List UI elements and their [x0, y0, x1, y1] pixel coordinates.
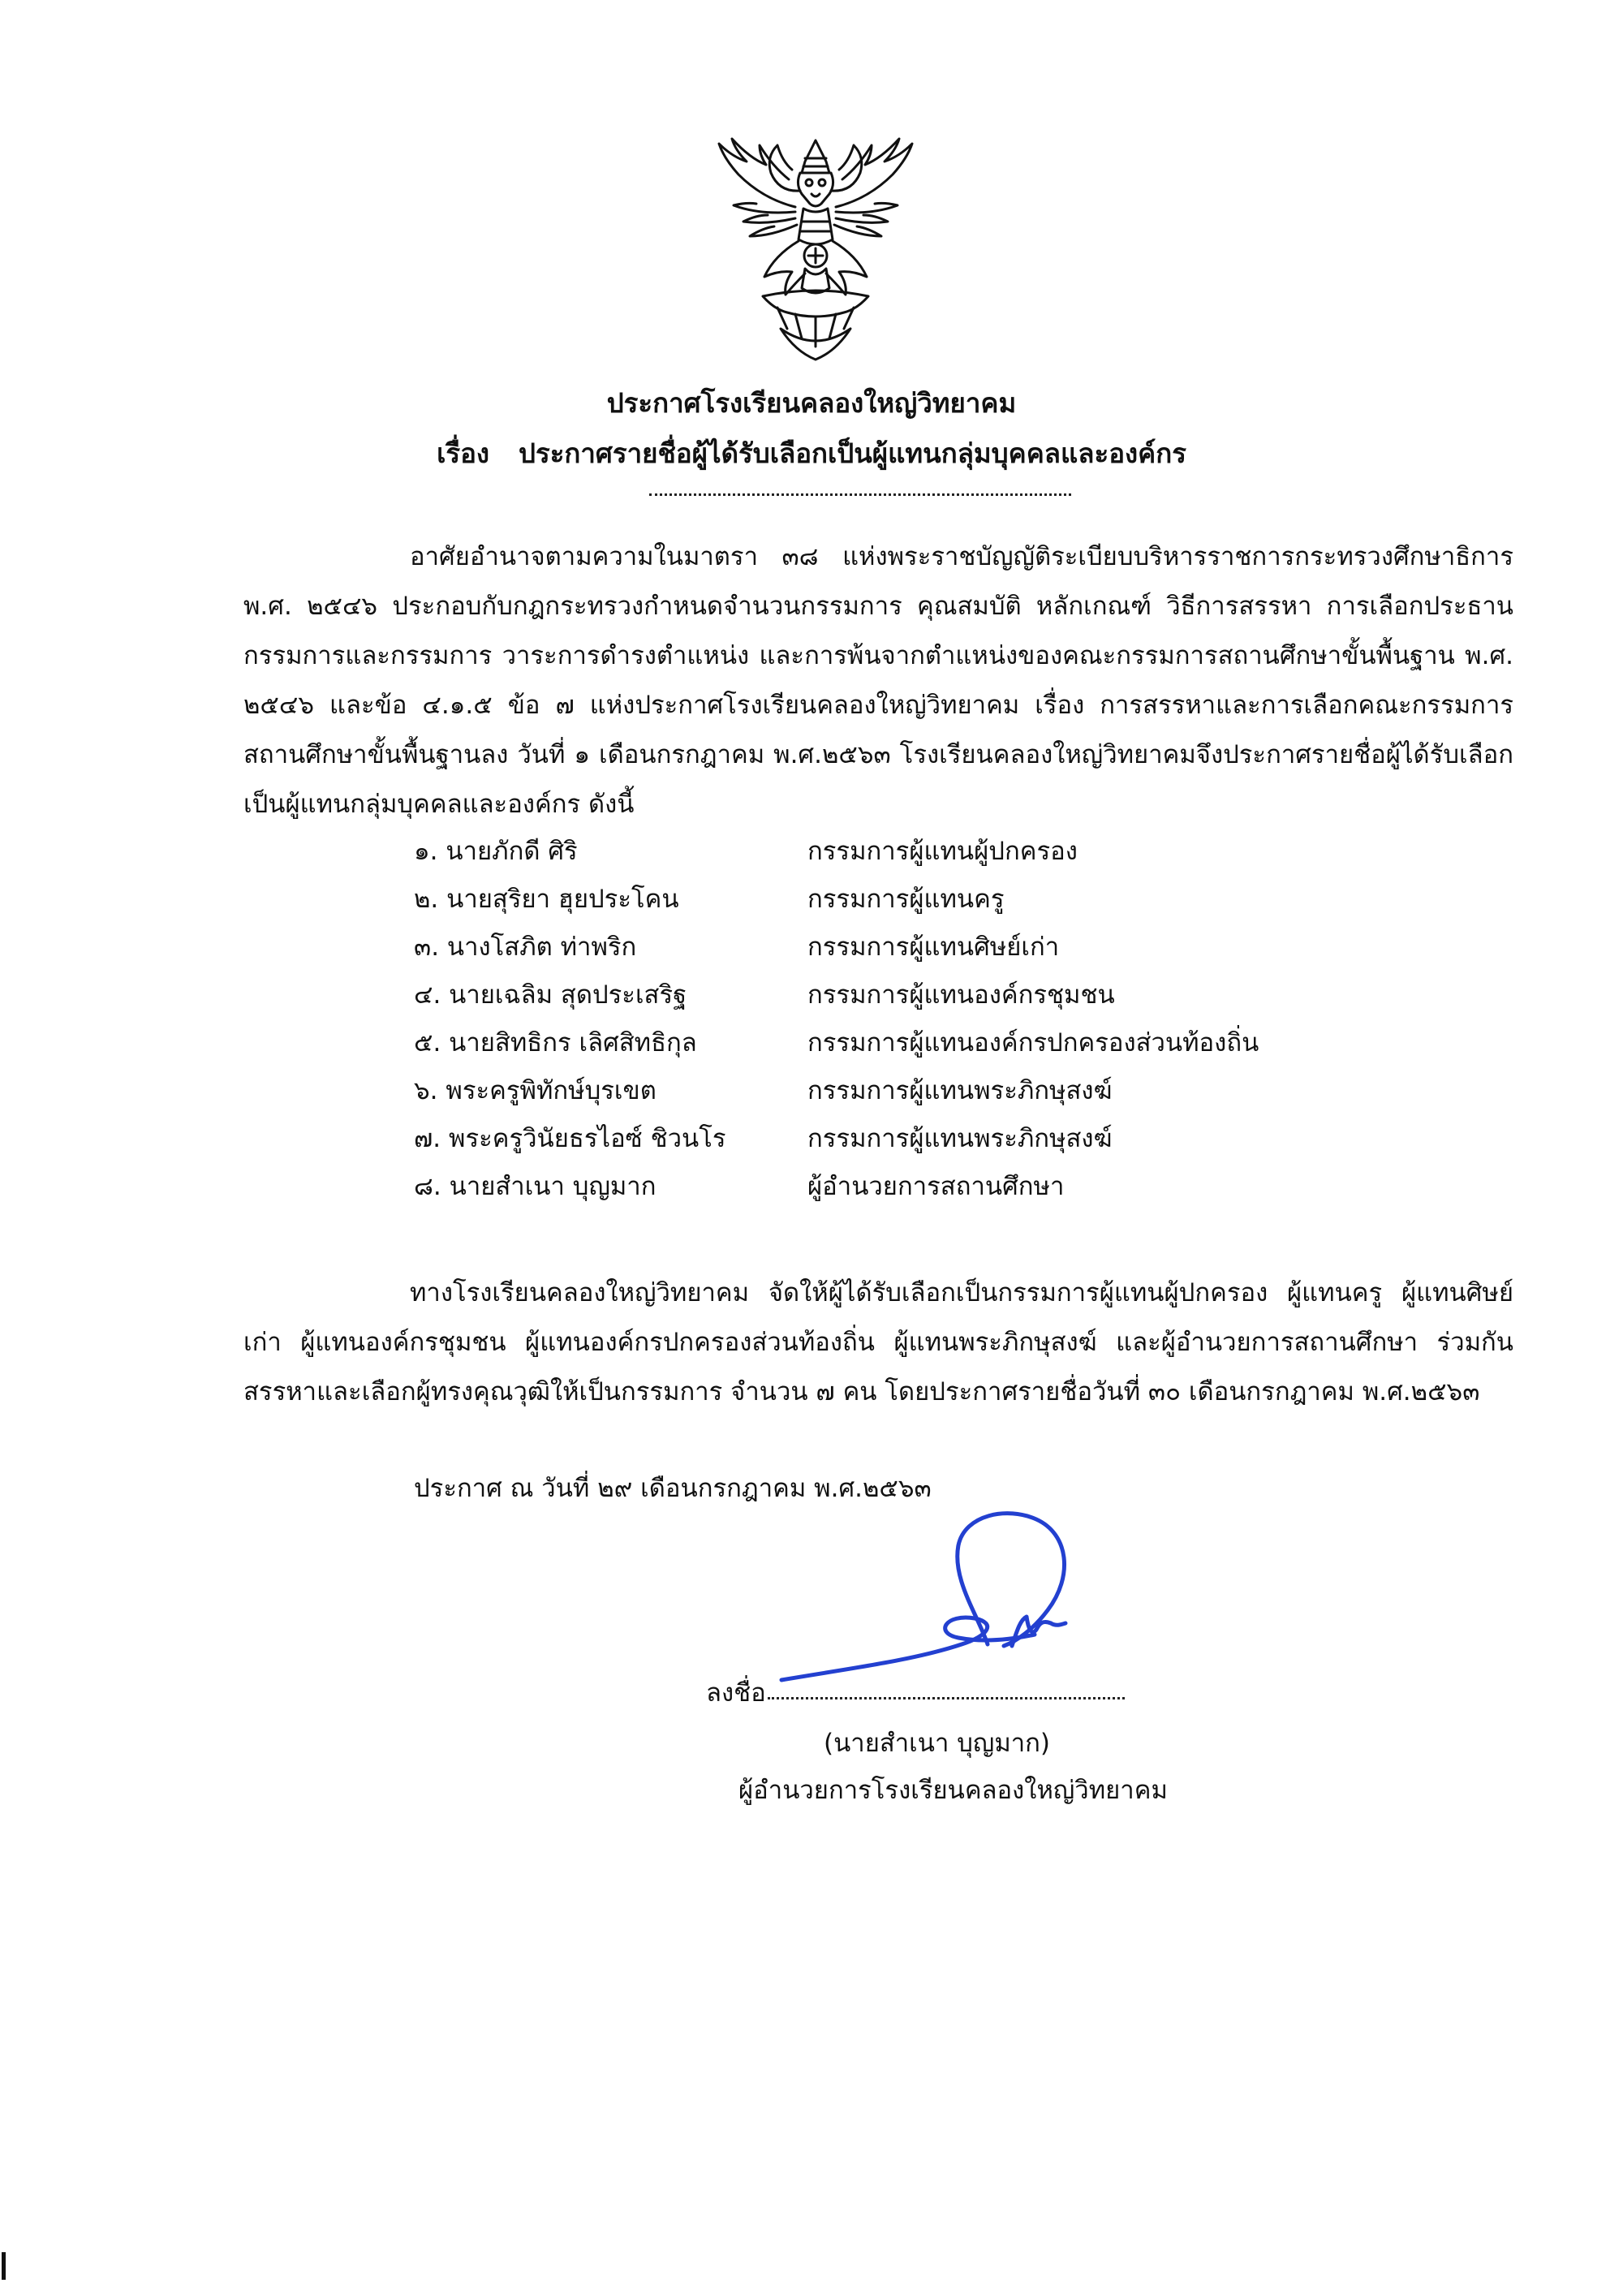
member-role: กรรมการผู้แทนพระภิกษุสงฆ์ — [807, 1076, 1113, 1105]
signature-dotted-line — [768, 1697, 1125, 1699]
member-role: กรรมการผู้แทนผู้ปกครอง — [807, 837, 1078, 866]
member-role: กรรมการผู้แทนองค์กรปกครองส่วนท้องถิ่น — [807, 1028, 1259, 1058]
member-name: ๔. นายเฉลิม สุดประเสริฐ — [414, 980, 687, 1010]
signature-line — [706, 1672, 1125, 1712]
scan-edge-mark — [2, 2252, 6, 2280]
subject-text: ประกาศรายชื่อผู้ได้รับเลือกเป็นผู้แทนกลุ่มบุคคลและองค์กร — [519, 437, 1186, 469]
title-dotted-rule — [649, 493, 1071, 496]
member-role: ผู้อำนวยการสถานศึกษา — [807, 1172, 1065, 1201]
member-row — [414, 876, 1388, 924]
member-name: ๗. พระครูวินัยธรไอซ์ ชิวนโร — [414, 1124, 726, 1153]
announcement-subject — [0, 432, 1623, 475]
member-row — [414, 924, 1388, 971]
garuda-emblem-icon — [714, 134, 917, 365]
member-row — [414, 1163, 1388, 1211]
member-role: กรรมการผู้แทนครู — [807, 885, 1005, 914]
member-name: ๓. นางโสภิต ท่าพริก — [414, 933, 637, 962]
member-name: ๒. นายสุริยา ฮุยประโคน — [414, 885, 679, 914]
member-row — [414, 1115, 1388, 1163]
member-name: ๘. นายสำเนา บุญมาก — [414, 1172, 657, 1201]
subject-label: เรื่อง — [437, 437, 490, 469]
member-name: ๑. นายภักดี ศิริ — [414, 837, 578, 866]
signer-position: ผู้อำนวยการโรงเรียนคลองใหญ่วิทยาคม — [738, 1776, 1168, 1805]
body-paragraph-1: อาศัยอำนาจตามความในมาตรา ๓๘ แห่งพระราชบัญญัติระเบียบบริหารราชการกระทรวงศึกษาธิการ พ.ศ. ๒๕๔๖ ประกอบกับกฎกระทรวงกำหนดจำนวนกรรมการ คุณสมบัติ หลักเกณฑ์ วิธีการสรรหา การเลือกประธานกรรมการและกรรมการ วาระการดำรงตำแหน่ง และการพ้นจากตำแหน่งของคณะกรรมการสถานศึกษาขั้นพื้นฐาน พ.ศ. ๒๕๔๖ และข้อ ๔.๑.๕ ข้อ ๗ แห่งประกาศโรงเรียนคลองใหญ่วิทยาคม เรื่อง การสรรหาและการเลือกคณะกรรมการสถานศึกษาขั้นพื้นฐานลง วันที่ ๑ เดือนกรกฎาคม พ.ศ.๒๕๖๓ โรงเรียนคลองใหญ่วิทยาคมจึงประกาศรายชื่อผู้ได้รับเลือกเป็นผู้แทนกลุ่มบุคคลและองค์กร ดังนี้ — [243, 542, 1513, 819]
member-name: ๕. นายสิทธิกร เลิศสิทธิกุล — [414, 1028, 697, 1058]
sign-label: ลงชื่อ — [706, 1678, 766, 1708]
announcement-date: ประกาศ ณ วันที่ ๒๙ เดือนกรกฎาคม พ.ศ.๒๕๖๓ — [414, 1474, 932, 1503]
announcement-title: ประกาศโรงเรียนคลองใหญ่วิทยาคม — [606, 387, 1017, 419]
body-paragraph-2: ทางโรงเรียนคลองใหญ่วิทยาคม จัดให้ผู้ได้รับเลือกเป็นกรรมการผู้แทนผู้ปกครอง ผู้แทนครู ผู้แทนศิษย์เก่า ผู้แทนองค์กรชุมชน ผู้แทนองค์กรปกครองส่วนท้องถิ่น ผู้แทนพระภิกษุสงฆ์ และผู้อำนวยการสถานศึกษา ร่วมกันสรรหาและเลือกผู้ทรงคุณวุฒิให้เป็นกรรมการ จำนวน ๗ คน โดยประกาศรายชื่อวันที่ ๓๐ เดือนกรกฎาคม พ.ศ.๒๕๖๓ — [243, 1278, 1513, 1406]
member-row — [414, 1019, 1388, 1067]
member-row — [414, 971, 1388, 1019]
member-row — [414, 1067, 1388, 1115]
signer-name: (นายสำเนา บุญมาก) — [824, 1729, 1051, 1758]
member-role: กรรมการผู้แทนพระภิกษุสงฆ์ — [807, 1124, 1113, 1153]
member-name: ๖. พระครูพิทักษ์บุรเขต — [414, 1076, 657, 1105]
handwritten-signature — [775, 1501, 1132, 1688]
member-row — [414, 828, 1388, 876]
member-list — [414, 828, 1388, 1211]
member-role: กรรมการผู้แทนศิษย์เก่า — [807, 933, 1060, 962]
member-role: กรรมการผู้แทนองค์กรชุมชน — [807, 980, 1115, 1010]
